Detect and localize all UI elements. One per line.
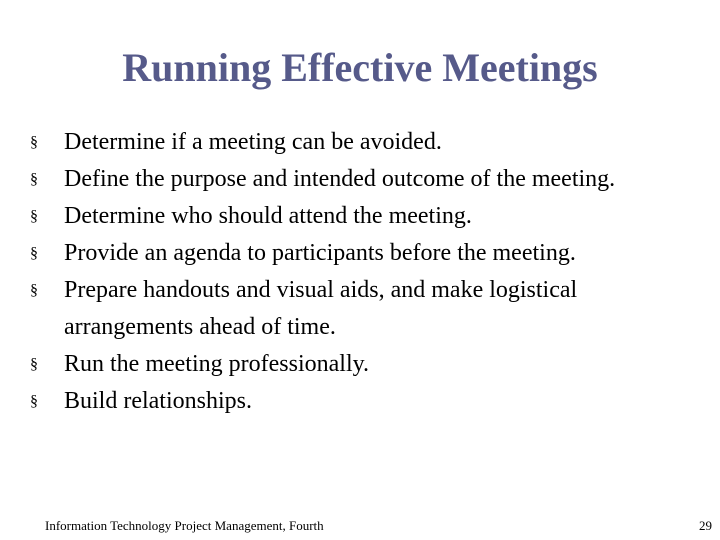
bullet-text: Provide an agenda to participants before the meeting. xyxy=(64,240,576,266)
bullet-item xyxy=(30,383,690,420)
bullet-item xyxy=(30,198,690,235)
bullet-marker-icon: § xyxy=(30,356,38,373)
bullet-marker-icon: § xyxy=(30,282,38,299)
bullet-text: Prepare handouts and visual aids, and make logistical arrangements ahead of time. xyxy=(64,277,578,340)
bullet-item xyxy=(30,272,690,346)
bullet-list xyxy=(30,124,690,420)
bullet-text: Build relationships. xyxy=(64,388,252,414)
bullet-item xyxy=(30,161,690,198)
bullet-item xyxy=(30,346,690,383)
bullet-marker-icon: § xyxy=(30,393,38,410)
bullet-text: Determine who should attend the meeting. xyxy=(64,203,472,229)
bullet-marker-icon: § xyxy=(30,134,38,151)
page-number: 29 xyxy=(699,518,712,533)
bullet-item xyxy=(30,235,690,272)
bullet-marker-icon: § xyxy=(30,208,38,225)
bullet-text: Determine if a meeting can be avoided. xyxy=(64,129,442,155)
slide-title: Running Effective Meetings xyxy=(122,45,598,90)
bullet-text: Run the meeting professionally. xyxy=(64,351,370,377)
bullet-marker-icon: § xyxy=(30,171,38,188)
bullet-text: Define the purpose and intended outcome of the meeting. xyxy=(64,166,616,192)
bullet-item xyxy=(30,124,690,161)
footer-source-text: Information Technology Project Management, Fourth xyxy=(45,518,324,533)
bullet-marker-icon: § xyxy=(30,245,38,262)
